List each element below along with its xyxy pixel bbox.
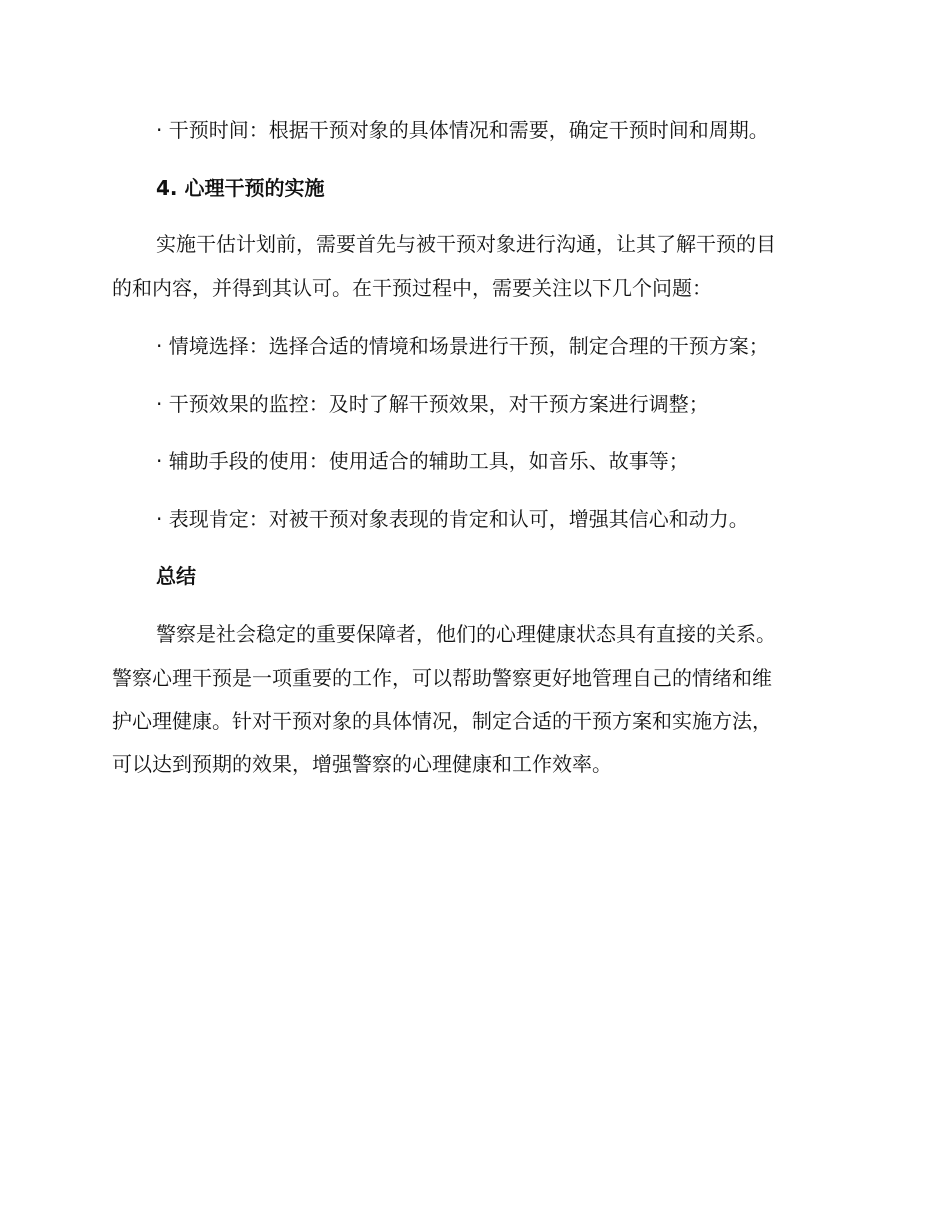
bullet-auxiliary-means: · 辅助手段的使用：使用适合的辅助工具，如音乐、故事等； — [156, 449, 689, 473]
summary-line-4: 可以达到预期的效果，增强警察的心理健康和工作效率。 — [112, 752, 612, 776]
summary-line-2: 警察心理干预是一项重要的工作，可以帮助警察更好地管理自己的情绪和维 — [112, 666, 772, 690]
bullet-intervention-time: · 干预时间：根据干预对象的具体情况和需要，确定干预时间和周期。 — [156, 118, 769, 142]
bullet-effect-monitoring: · 干预效果的监控：及时了解干预效果，对干预方案进行调整； — [156, 392, 709, 416]
section-heading-implementation: 4. 心理干预的实施 — [156, 176, 325, 200]
bullet-situation-selection: · 情境选择：选择合适的情境和场景进行干预，制定合理的干预方案； — [156, 334, 769, 358]
paragraph-implementation-line-1: 实施干估计划前，需要首先与被干预对象进行沟通，让其了解干预的目 — [156, 232, 776, 256]
bullet-performance-affirmation: · 表现肯定：对被干预对象表现的肯定和认可，增强其信心和动力。 — [156, 507, 749, 531]
summary-line-1: 警察是社会稳定的重要保障者，他们的心理健康状态具有直接的关系。 — [156, 622, 776, 646]
paragraph-implementation-line-2: 的和内容，并得到其认可。在干预过程中，需要关注以下几个问题： — [112, 276, 712, 300]
summary-line-3: 护心理健康。针对干预对象的具体情况，制定合适的干预方案和实施方法， — [112, 709, 772, 733]
section-heading-summary: 总结 — [156, 564, 196, 588]
